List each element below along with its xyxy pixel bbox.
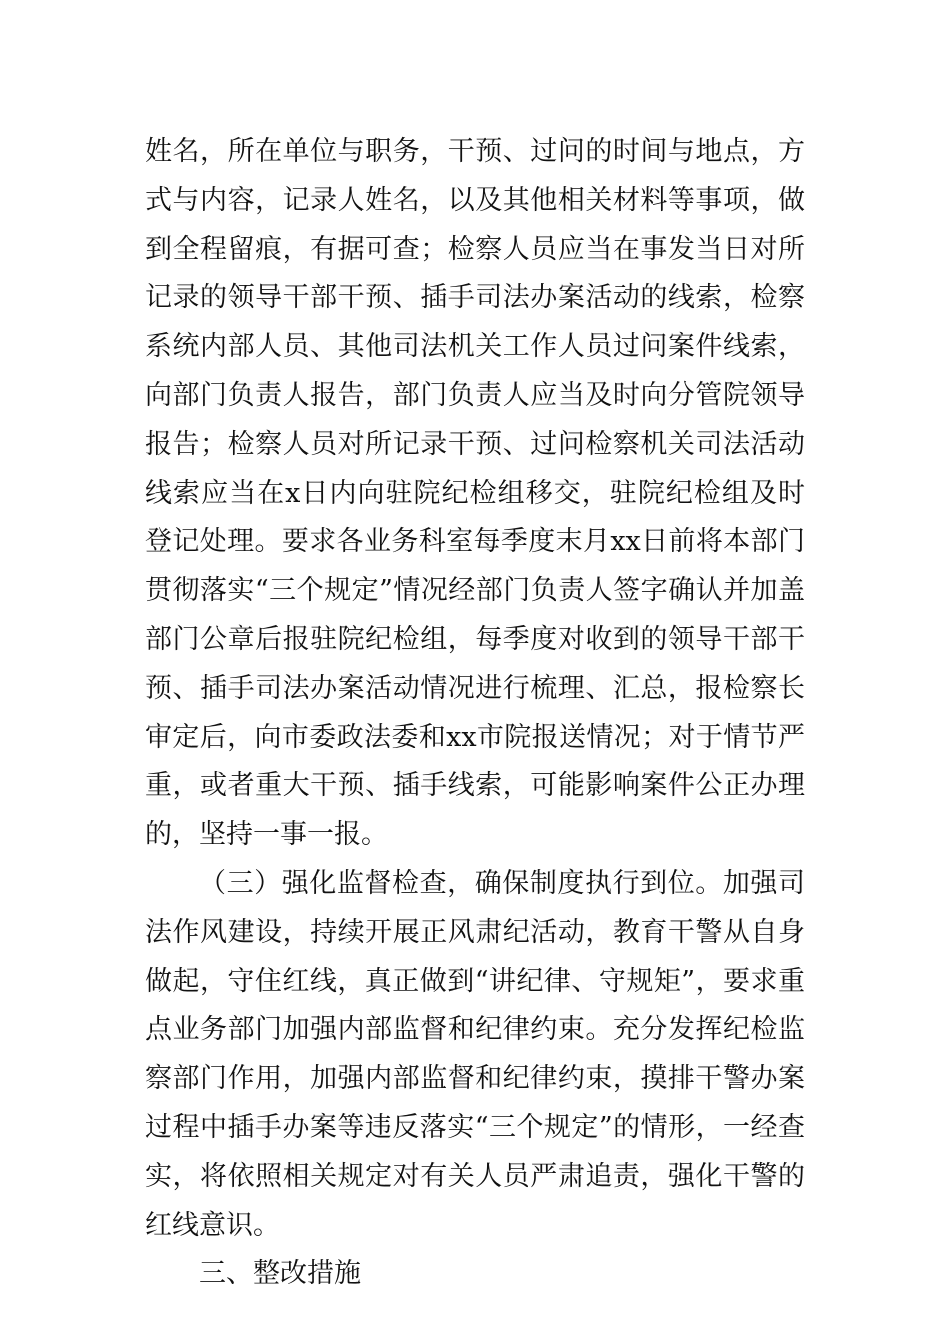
paragraph-continued: 姓名，所在单位与职务，干预、过问的时间与地点，方式与内容，记录人姓名，以及其他相关材料等事项，做到全程留痕，有据可查；检察人员应当在事发当日对所记录的领导干部干预、插手司法办案活动的线索，检察系统内部人员、其他司法机关工作人员过问案件线索，向部门负责人报告，部门负责人应当及时向分管院领导报告；检察人员对所记录干预、过问检察机关司法活动线索应当在x日内向驻院纪检组移交，驻院纪检组及时登记处理。要求各业务科室每季度末月xx日前将本部门贯彻落实“三个规定”情况经部门负责人签字确认并加盖部门公章后报驻院纪检组，每季度对收到的领导干部干预、插手司法办案活动情况进行梳理、汇总，报检察长审定后，向市委政法委和xx市院报送情况；对于情节严重，或者重大干预、插手线索，可能影响案件公正办理的，坚持一事一报。	[145, 136, 805, 851]
paragraph-section-3: （三）强化监督检查，确保制度执行到位。加强司法作风建设，持续开展正风肃纪活动，教育干警从自身做起，守住红线，真正做到“讲纪律、守规矩”，要求重点业务部门加强内部监督和纪律约束。充分发挥纪检监察部门作用，加强内部监督和纪律约束，摸排干警办案过程中插手办案等违反落实“三个规定”的情形，一经查实，将依照相关规定对有关人员严肃追责，强化干警的红线意识。	[145, 867, 805, 1241]
document-body	[145, 128, 805, 1299]
section-heading-rectification: 三、整改措施	[199, 1258, 361, 1290]
